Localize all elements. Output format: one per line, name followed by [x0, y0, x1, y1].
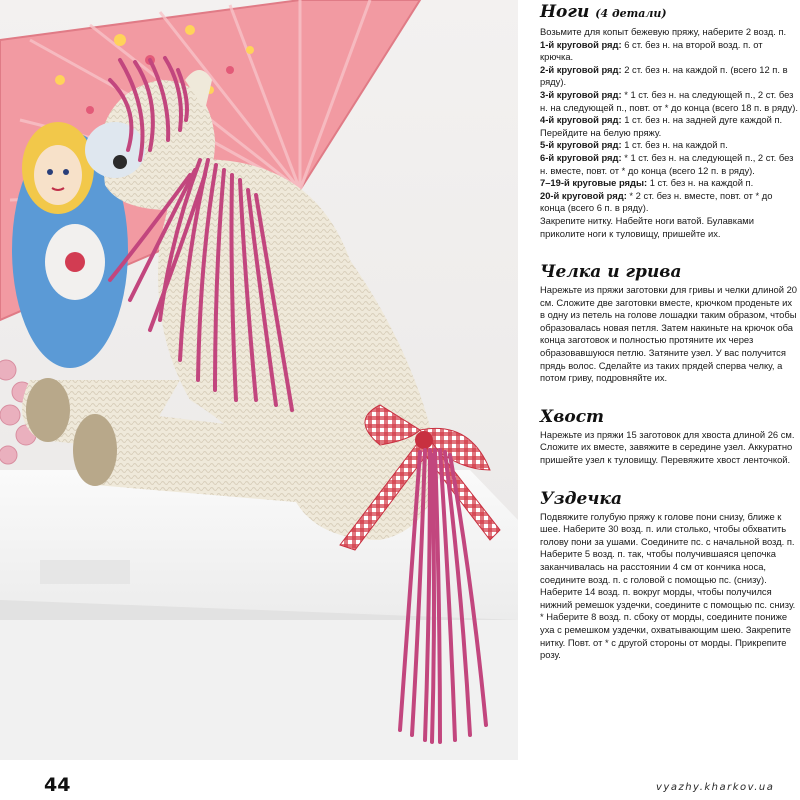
legs-line: 2-й круговой ряд: 2 ст. без н. на каждой п. (всего 12 п. в ряду).	[540, 63, 788, 88]
legs-line: Перейдите на белую пряжу.	[540, 126, 662, 138]
legs-title: Ноги	[540, 2, 590, 22]
section-title-bridle: Уздечка	[540, 488, 622, 509]
section-legs	[540, 2, 798, 240]
legs-line: 7–19-й круговые ряды: 1 ст. без н. на каждой п.	[540, 177, 754, 189]
legs-subtitle: (4 детали)	[595, 7, 667, 20]
page-number: 44	[44, 774, 71, 796]
legs-line: Возьмите для копыт бежевую пряжу, наберите 2 возд. п.	[540, 26, 787, 37]
mane-text: Нарежьте из пряжи заготовки для гривы и челки длиной 20 см. Сложите две заготовки вместе, крючком проденьте их в одну из петель на голове лошадки таким образом, чтобы образовалась новая петля. Затем накиньте на крючок оба конца заготовок и полностью протяните их через образовавшуюся петлю. Затяните узел. У вас получится прядь волос. Сделайте из таких прядей сперва челку, а потом гриву, подровняйте их.	[540, 284, 798, 384]
legs-line: 20-й круговой ряд: * 2 ст. без н. вместе, повт. от * до конца (всего 6 п. в ряду).	[540, 189, 773, 214]
watermark-text: vyazhy.kharkov.ua	[656, 782, 775, 793]
section-tail	[540, 407, 798, 467]
section-mane	[540, 262, 798, 385]
section-title-legs	[540, 2, 798, 24]
section-bridle	[540, 489, 798, 662]
tail-text: Нарежьте из пряжи 15 заготовок для хвоста длиной 26 см. Сложите их вместе, завяжите в середине узел. Аккуратно пришейте узел к туловищу. Перевяжите хвост ленточкой.	[540, 428, 795, 466]
legs-line: Закрепите нитку. Набейте ноги ватой. Булавками приколите ноги к туловищу, пришейте их.	[540, 214, 754, 239]
bridle-text: Подвяжите голубую пряжу к голове пони снизу, ближе к шее. Наберите 30 возд. п. или столько, чтобы обхватить голову пони за ушами. Соедините пс. с начальной возд. п. Наберите 5 возд. п. так, чтобы получившаяся цепочка заканчивалась на расстоянии 4 см от кончика носа, соедините возд. п. с головой с помощью пс. (снизу). Наберите 14 возд. п. вокруг морды, чтобы получился нижний ремешок уздечки, соедините с помощью пс. снизу. * Наберите 8 возд. п. сбоку от морды, соедините пониже уха с ремешком уздечки, охватывающим шею. Закрепите нитку. Повт. от * с другой стороны от морды. Прикрепите розу.	[540, 510, 796, 661]
legs-line: 4-й круговой ряд: 1 ст. без н. на задней дуге каждой п.	[540, 114, 783, 126]
instructions-column	[540, 0, 798, 662]
section-title-tail: Хвост	[540, 406, 605, 427]
legs-line: 3-й круговой ряд: * 1 ст. без н. на следующей п., 2 ст. без н. на следующей п., повт. от * до конца (всего 18 п. в ряду).	[540, 88, 798, 113]
legs-line: 1-й круговой ряд: 6 ст. без н. на второй возд. п. от крючка.	[540, 38, 763, 63]
legs-line: 6-й круговой ряд: * 1 ст. без н. на следующей п., 2 ст. без н. вместе, повт. от * до конца (всего 12 п. в ряду).	[540, 151, 794, 176]
legs-line: 5-й круговой ряд: 1 ст. без н. на каждой п.	[540, 139, 728, 151]
section-title-mane: Челка и грива	[540, 262, 682, 283]
